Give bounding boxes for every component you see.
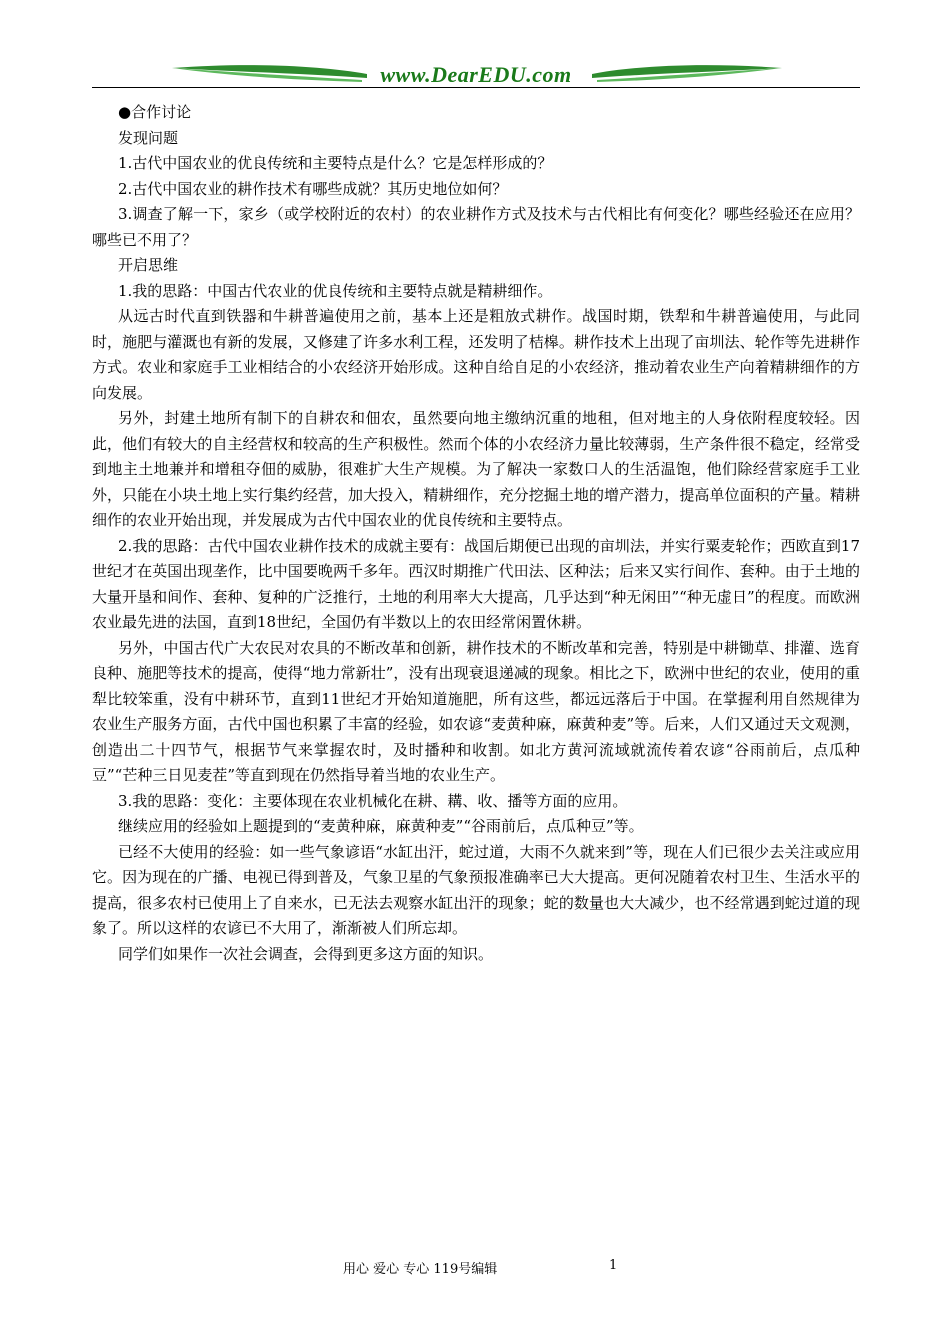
- paragraph: 继续应用的经验如上题提到的“麦黄种麻，麻黄种麦”“谷雨前后，点瓜种豆”等。: [118, 817, 644, 835]
- paragraph: 另外，封建土地所有制下的自耕农和佃农，虽然要向地主缴纳沉重的地租，但对地主的人身依附程度较轻。因此，他们有较大的自主经营权和较高的生产积极性。然而个体的小农经济力量比较薄弱，生产条件很不稳定，经常受到地主土地兼并和增租夺佃的威胁，很难扩大生产规模。为了解决一家数口人的生活温饱，他们除经营家庭手工业外，只能在小块土地上实行集约经营，加大投入，精耕细作，充分挖掘土地的增产潜力，提高单位面积的产量。精耕细作的农业开始出现，并发展成为古代中国农业的优良传统和主要特点。: [92, 409, 860, 529]
- paragraph: 同学们如果作一次社会调查，会得到更多这方面的知识。: [118, 944, 494, 963]
- header-rule: [92, 87, 860, 88]
- footer-text: 用心 爱心 专心 119号编辑: [343, 1262, 498, 1277]
- question-1: 1.古代中国农业的优良传统和主要特点是什么？它是怎样形成的？: [118, 154, 553, 172]
- paragraph: 另外，中国古代广大农民对农具的不断改革和创新，耕作技术的不断改革和完善，特别是中耕锄草、排灌、选育良种、施肥等技术的提高，使得“地力常新壮”，没有出现衰退递减的现象。相比之下，欧洲中世纪的农业，使用的重犁比较笨重，没有中耕环节，直到11世纪才开始知道施肥，所有这些，都远远落后于中国。在掌握利用自然规律为农业生产服务方面，古代中国也积累了丰富的经验，如农谚“麦黄种麻，麻黄种麦”等。后来，人们又通过天文观测，创造出二十四节气，根据节气来掌握农时，及时播种和收割。如北方黄河流域就流传着农谚“谷雨前后，点瓜种豆”“芒种三日见麦茬”等直到现在仍然指导着当地的农业生产。: [92, 638, 860, 784]
- heading: ●合作讨论: [118, 103, 192, 121]
- page-header: [92, 58, 860, 94]
- paragraph: 已经不大使用的经验：如一些气象谚语“水缸出汗，蛇过道，大雨不久就来到”等，现在人们已很少去关注或应用它。因为现在的广播、电视已得到普及，气象卫星的气象预报准确率已大大提高。更何况随着农村卫生、生活水平的提高，很多农村已使用上了自来水，已无法去观察水缸出汗的现象；蛇的数量也大大减少，也不经常遇到蛇过道的现象了。所以这样的农谚已不大用了，渐渐被人们所忘却。: [92, 842, 860, 937]
- page-number: 1: [609, 1258, 618, 1273]
- answer-1: 1.我的思路：中国古代农业的优良传统和主要特点就是精耕细作。: [118, 281, 553, 300]
- section-title: 发现问题: [118, 128, 179, 147]
- answer-3: 3.我的思路：变化：主要体现在农业机械化在耕、耩、收、播等方面的应用。: [118, 791, 628, 810]
- answer-2: 2.我的思路：古代中国农业耕作技术的成就主要有：战国后期便已出现的亩圳法，并实行粟麦轮作；西欧直到17世纪才在英国出现垄作，比中国要晚两千多年。西汉时期推广代田法、区种法；后来又实行间作、套种。由于土地的大量开垦和间作、套种、复种的广泛推行，土地的利用率大大提高，几乎达到“种无闲田”“种无虚日”的程度。而欧洲农业最先进的法国，直到18世纪，全国仍有半数以上的农田经常闲置休耕。: [92, 536, 860, 631]
- section-title: 开启思维: [118, 256, 179, 274]
- site-logo: www.DearEDU.com: [380, 62, 572, 87]
- document-body: [92, 100, 860, 967]
- question-2: 2.古代中国农业的耕作技术有哪些成就？其历史地位如何？: [118, 179, 508, 198]
- paragraph: 从远古时代直到铁器和牛耕普遍使用之前，基本上还是粗放式耕作。战国时期，铁犁和牛耕普遍使用，与此同时，施肥与灌溉也有新的发展，又修建了许多水利工程，还发明了桔槔。耕作技术上出现了亩圳法、轮作等先进耕作方式。农业和家庭手工业相结合的小农经济开始形成。这种自给自足的小农经济，推动着农业生产向着精耕细作的方向发展。: [92, 307, 860, 402]
- question-3: 3.调查了解一下，家乡（或学校附近的农村）的农业耕作方式及技术与古代相比有何变化？哪些经验还在应用？哪些已不用了？: [92, 205, 860, 249]
